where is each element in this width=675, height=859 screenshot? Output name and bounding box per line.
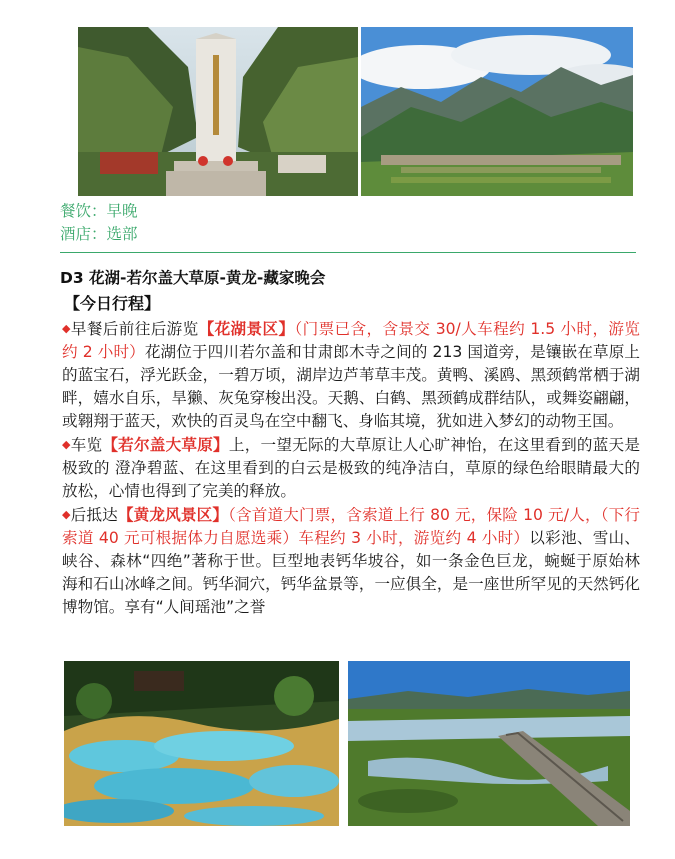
memorial-photo bbox=[78, 27, 358, 196]
huanglong-pools-photo bbox=[64, 661, 339, 826]
bullet-icon: ◆ bbox=[62, 508, 71, 521]
divider bbox=[60, 252, 636, 253]
hotel-info: 酒店：选部 bbox=[60, 225, 138, 243]
spot-name: 【黄龙风景区】 bbox=[117, 506, 229, 524]
item-lead: 后抵达 bbox=[70, 506, 118, 524]
section-title: 【今日行程】 bbox=[64, 294, 161, 313]
day-title: D3 花湖-若尔盖大草原-黄龙-藏家晚会 bbox=[60, 269, 326, 287]
itinerary-item bbox=[62, 503, 640, 619]
item-body: 花湖位于四川若尔盖和甘肃郎木寺之间的 213 国道旁，是镶嵌在草原上的蓝宝石，浮光跃金，一碧万顷，湖岸边芦苇草丰茂。黄鸭、溪鸥、黑颈鹤常栖于湖畔，嬉水自乐，旱獭、灰兔穿梭出没。天鹅、白鹤、黑颈鹤成群结队，或舞姿翩翩，或翱翔于蓝天，欢快的百灵鸟在空中翻飞、身临其境，犹如进入梦幻的动物王国。 bbox=[62, 343, 640, 430]
bullet-icon: ◆ bbox=[62, 322, 71, 335]
mountain-village-photo bbox=[361, 27, 633, 196]
spot-note: （含首道大门票，含索道上行 80 元，保险 10 元/人，（下行索道 40 元可根据体力自愿选乘）车程约 3 小时，游览约 4 小时） bbox=[62, 506, 640, 547]
wetland-boardwalk-photo bbox=[348, 661, 630, 826]
spot-note: （门票已含，含景交 30/人车程约 1.5 小时，游览约 2 小时） bbox=[62, 320, 640, 361]
item-lead: 车览 bbox=[70, 436, 103, 454]
itinerary-item bbox=[62, 433, 640, 503]
item-body: 上，一望无际的大草原让人心旷神怡，在这里看到的蓝天是极致的 澄净碧蓝、在这里看到的白云是极致的纯净洁白，草原的绿色给眼睛最大的放松，心情也得到了完美的释放。 bbox=[62, 436, 640, 500]
spot-name: 【若尔盖大草原】 bbox=[102, 436, 229, 454]
itinerary-item bbox=[62, 317, 640, 433]
itinerary-text bbox=[62, 317, 640, 619]
meal-info: 餐饮：早晚 bbox=[60, 202, 138, 220]
item-body: 以彩池、雪山、峡谷、森林“四绝”著称于世。巨型地表钙华坡谷，如一条金色巨龙，蜿蜒于原始林 海和石山冰峰之间。钙华洞穴，钙华盆景等，一应俱全，是一座世所罕见的天然钙化 博物馆。享有“人间瑶池”之誉 bbox=[62, 529, 640, 616]
bullet-icon: ◆ bbox=[62, 438, 71, 451]
spot-name: 【花湖景区】 bbox=[198, 320, 295, 338]
item-lead: 早餐后前往后游览 bbox=[70, 320, 199, 338]
